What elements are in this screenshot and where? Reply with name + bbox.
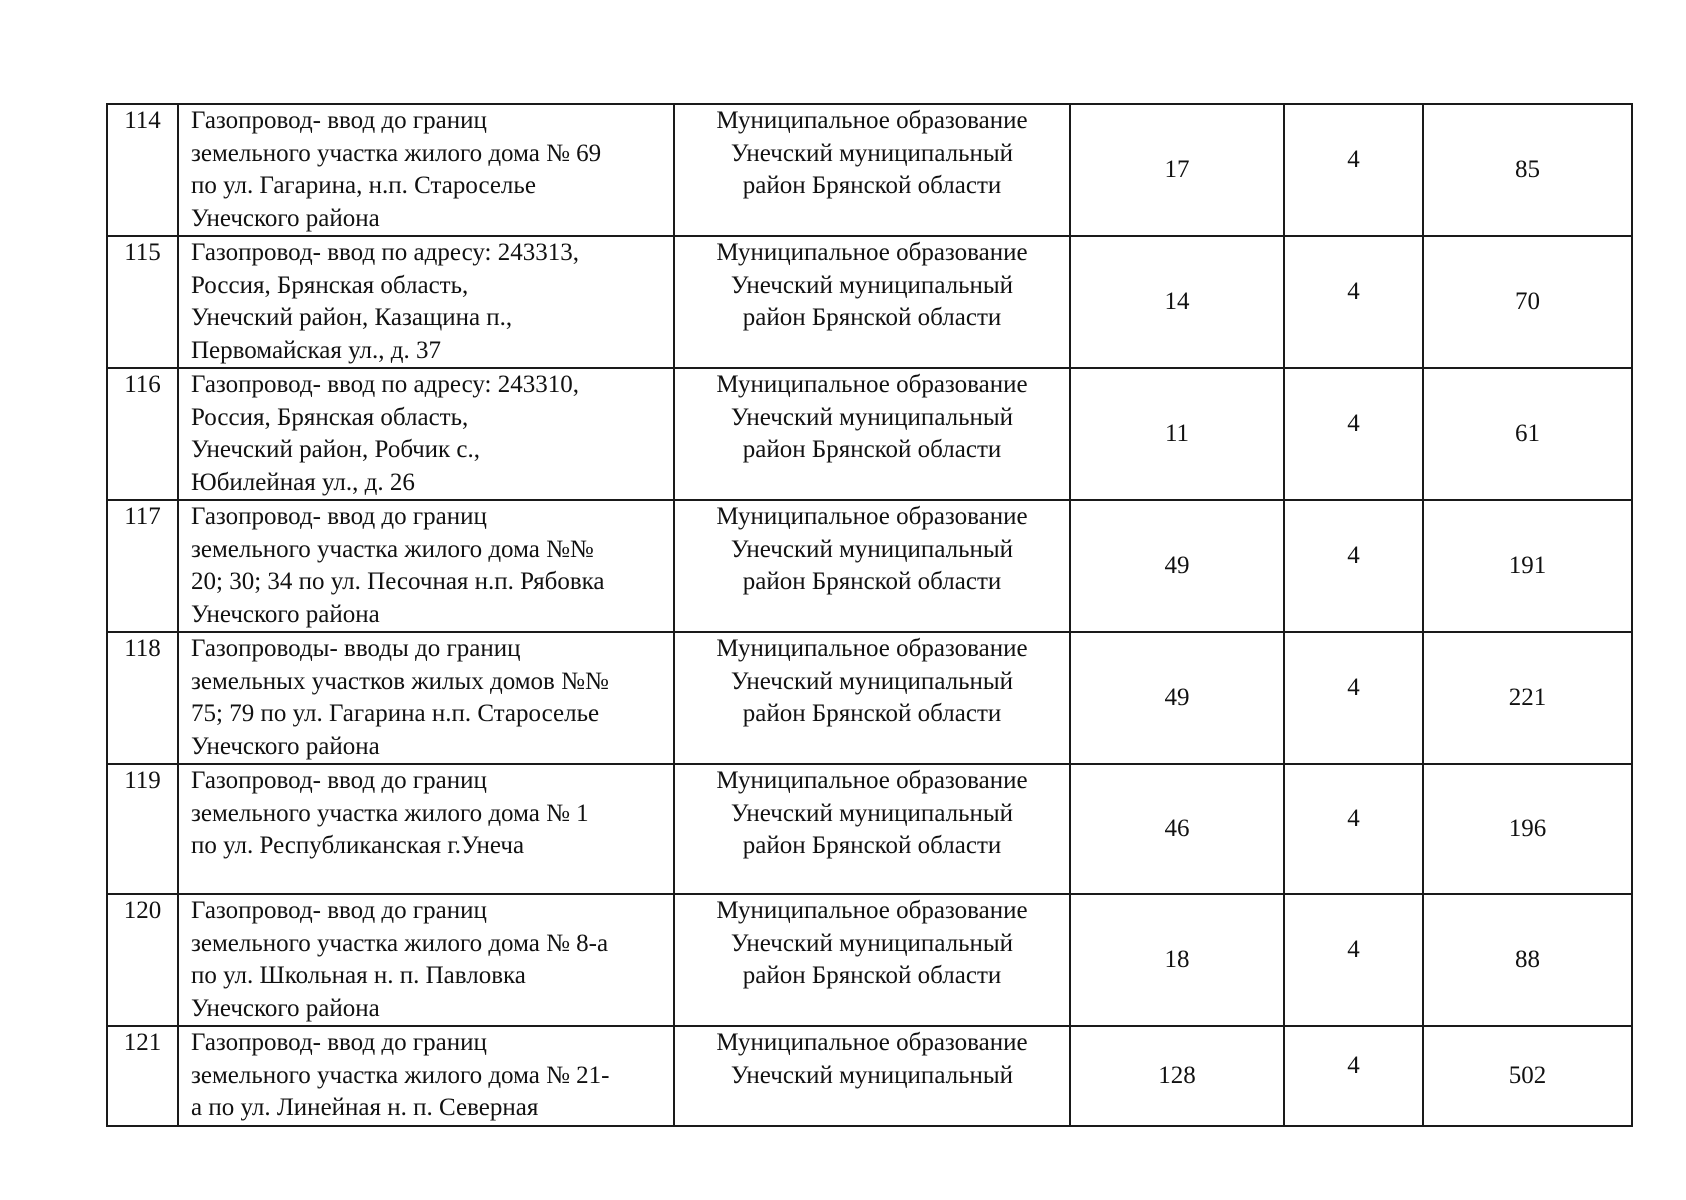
length-value: 46 bbox=[1164, 814, 1190, 842]
object-name-cell bbox=[178, 500, 674, 632]
object-name-line: Россия, Брянская область, bbox=[191, 403, 469, 431]
row-number-cell bbox=[107, 1026, 178, 1126]
object-name-line: Унечского района bbox=[191, 732, 380, 760]
volume-cell bbox=[1423, 368, 1632, 500]
owner-line: Муниципальное образование bbox=[716, 1029, 1028, 1056]
object-name-line: 20; 30; 34 по ул. Песочная н.п. Рябовка bbox=[191, 568, 605, 595]
object-name-line: Газопровод- ввод до границ bbox=[191, 897, 487, 924]
owner-line: Унечский муниципальный bbox=[730, 403, 1014, 431]
length-cell bbox=[1070, 500, 1284, 632]
object-name-line: по ул. Школьная н. п. Павловка bbox=[191, 962, 526, 989]
diameter-cell bbox=[1284, 632, 1423, 764]
object-name-cell bbox=[178, 1026, 674, 1126]
volume-cell bbox=[1423, 236, 1632, 368]
object-name-cell bbox=[178, 368, 674, 500]
object-name-line: Россия, Брянская область, bbox=[191, 271, 469, 299]
owner-line: Унечский муниципальный bbox=[730, 535, 1014, 563]
object-name-line: Первомайская ул., д. 37 bbox=[191, 336, 441, 364]
object-name-line: Унечский район, Робчик с., bbox=[191, 436, 481, 463]
owner-cell bbox=[674, 368, 1070, 500]
diameter-value: 4 bbox=[1347, 673, 1360, 701]
owner-cell bbox=[674, 894, 1070, 1026]
diameter-value: 4 bbox=[1347, 541, 1360, 569]
diameter-value: 4 bbox=[1347, 145, 1360, 173]
length-cell bbox=[1070, 236, 1284, 368]
length-value: 49 bbox=[1164, 683, 1190, 711]
table-row bbox=[107, 1026, 1632, 1126]
object-name-line: Унечский район, Казащина п., bbox=[191, 304, 513, 331]
volume-value: 85 bbox=[1515, 155, 1540, 183]
object-name-line: Унечского района bbox=[191, 204, 380, 232]
row-number: 118 bbox=[124, 635, 161, 662]
object-name-line: Газопровод- ввод до границ bbox=[191, 1029, 487, 1056]
volume-cell bbox=[1423, 1026, 1632, 1126]
object-name-line: земельного участка жилого дома № 69 bbox=[191, 139, 602, 167]
row-number-cell bbox=[107, 764, 178, 894]
object-name-cell bbox=[178, 236, 674, 368]
object-name-line: Унечского района bbox=[191, 600, 380, 628]
owner-line: район Брянской области bbox=[742, 568, 1002, 595]
length-value: 49 bbox=[1164, 551, 1190, 579]
gas-pipeline-table bbox=[106, 103, 1633, 1127]
owner-line: Муниципальное образование bbox=[716, 503, 1028, 530]
length-cell bbox=[1070, 104, 1284, 236]
volume-cell bbox=[1423, 894, 1632, 1026]
object-name-cell bbox=[178, 632, 674, 764]
object-name-line: по ул. Республиканская г.Унеча bbox=[191, 832, 525, 859]
owner-line: Муниципальное образование bbox=[716, 635, 1028, 662]
object-name-line: а по ул. Линейная н. п. Северная bbox=[191, 1094, 539, 1121]
length-value: 11 bbox=[1164, 419, 1190, 447]
diameter-value: 4 bbox=[1347, 1051, 1360, 1079]
volume-cell bbox=[1423, 500, 1632, 632]
diameter-cell bbox=[1284, 104, 1423, 236]
volume-value: 61 bbox=[1515, 419, 1540, 447]
volume-value: 502 bbox=[1508, 1061, 1547, 1089]
diameter-cell bbox=[1284, 764, 1423, 894]
owner-line: Унечский муниципальный bbox=[730, 799, 1014, 827]
diameter-cell bbox=[1284, 236, 1423, 368]
row-number-cell bbox=[107, 236, 178, 368]
owner-line: Унечский муниципальный bbox=[730, 667, 1014, 695]
object-name-line: Газопровод- ввод до границ bbox=[191, 503, 487, 530]
diameter-cell bbox=[1284, 1026, 1423, 1126]
length-value: 18 bbox=[1164, 945, 1190, 973]
row-number-cell bbox=[107, 104, 178, 236]
owner-line: Муниципальное образование bbox=[716, 107, 1028, 134]
owner-line: Унечский муниципальный bbox=[730, 139, 1014, 167]
table-row bbox=[107, 368, 1632, 500]
diameter-value: 4 bbox=[1347, 804, 1360, 832]
row-number: 120 bbox=[123, 897, 162, 924]
owner-cell bbox=[674, 236, 1070, 368]
owner-line: Муниципальное образование bbox=[716, 239, 1028, 266]
table-row bbox=[107, 500, 1632, 632]
diameter-value: 4 bbox=[1347, 935, 1360, 963]
row-number: 117 bbox=[124, 503, 161, 530]
length-value: 17 bbox=[1164, 155, 1190, 183]
owner-cell bbox=[674, 104, 1070, 236]
row-number: 119 bbox=[124, 767, 161, 794]
object-name-line: земельных участков жилых домов №№ bbox=[191, 667, 609, 695]
row-number-cell bbox=[107, 500, 178, 632]
owner-line: Унечский муниципальный bbox=[730, 929, 1014, 957]
length-cell bbox=[1070, 764, 1284, 894]
row-number: 114 bbox=[124, 107, 161, 134]
volume-value: 70 bbox=[1515, 287, 1540, 315]
volume-value: 191 bbox=[1508, 551, 1547, 579]
table-row bbox=[107, 764, 1632, 894]
diameter-cell bbox=[1284, 894, 1423, 1026]
object-name-cell bbox=[178, 894, 674, 1026]
volume-cell bbox=[1423, 104, 1632, 236]
volume-cell bbox=[1423, 632, 1632, 764]
object-name-line: земельного участка жилого дома № 1 bbox=[191, 799, 589, 827]
table-row bbox=[107, 236, 1632, 368]
owner-line: район Брянской области bbox=[742, 172, 1002, 199]
diameter-value: 4 bbox=[1347, 277, 1360, 305]
object-name-line: Газопроводы- вводы до границ bbox=[191, 635, 521, 662]
object-name-cell bbox=[178, 764, 674, 894]
volume-cell bbox=[1423, 764, 1632, 894]
object-name-cell bbox=[178, 104, 674, 236]
row-number: 116 bbox=[124, 371, 161, 398]
table-row bbox=[107, 632, 1632, 764]
owner-line: район Брянской области bbox=[742, 700, 1002, 727]
object-name-line: земельного участка жилого дома № 21- bbox=[191, 1061, 610, 1089]
object-name-line: земельного участка жилого дома №№ bbox=[191, 535, 594, 563]
object-name-line: земельного участка жилого дома № 8-а bbox=[191, 929, 609, 957]
owner-line: район Брянской области bbox=[742, 962, 1002, 989]
object-name-line: Газопровод- ввод по адресу: 243310, bbox=[191, 371, 579, 398]
row-number-cell bbox=[107, 368, 178, 500]
volume-value: 88 bbox=[1515, 945, 1540, 973]
row-number: 115 bbox=[124, 239, 161, 266]
table-body bbox=[107, 104, 1632, 1126]
length-value: 14 bbox=[1164, 287, 1190, 315]
row-number-cell bbox=[107, 632, 178, 764]
volume-value: 221 bbox=[1508, 683, 1547, 711]
owner-cell bbox=[674, 500, 1070, 632]
owner-line: Унечский муниципальный bbox=[730, 271, 1014, 299]
length-cell bbox=[1070, 368, 1284, 500]
owner-cell bbox=[674, 1026, 1070, 1126]
diameter-cell bbox=[1284, 368, 1423, 500]
object-name-line: Газопровод- ввод до границ bbox=[191, 767, 487, 794]
owner-line: Муниципальное образование bbox=[716, 371, 1028, 398]
object-name-line: Юбилейная ул., д. 26 bbox=[191, 468, 415, 496]
volume-value: 196 bbox=[1508, 814, 1547, 842]
table-row bbox=[107, 104, 1632, 236]
owner-line: район Брянской области bbox=[742, 304, 1002, 331]
owner-line: Унечский муниципальный bbox=[730, 1061, 1014, 1089]
object-name-line: Газопровод- ввод до границ bbox=[191, 107, 487, 134]
diameter-value: 4 bbox=[1347, 409, 1360, 437]
object-name-line: Унечского района bbox=[191, 994, 380, 1022]
owner-cell bbox=[674, 632, 1070, 764]
owner-line: район Брянской области bbox=[742, 436, 1002, 463]
object-name-line: 75; 79 по ул. Гагарина н.п. Староселье bbox=[191, 700, 600, 727]
owner-cell bbox=[674, 764, 1070, 894]
length-cell bbox=[1070, 894, 1284, 1026]
owner-line: Муниципальное образование bbox=[716, 897, 1028, 924]
row-number: 121 bbox=[123, 1029, 162, 1056]
diameter-cell bbox=[1284, 500, 1423, 632]
owner-line: Муниципальное образование bbox=[716, 767, 1028, 794]
object-name-line: по ул. Гагарина, н.п. Староселье bbox=[191, 172, 536, 199]
owner-line: район Брянской области bbox=[742, 832, 1002, 859]
object-name-line: Газопровод- ввод по адресу: 243313, bbox=[191, 239, 579, 266]
length-cell bbox=[1070, 632, 1284, 764]
length-value: 128 bbox=[1158, 1061, 1196, 1089]
table-row bbox=[107, 894, 1632, 1026]
length-cell bbox=[1070, 1026, 1284, 1126]
row-number-cell bbox=[107, 894, 178, 1026]
